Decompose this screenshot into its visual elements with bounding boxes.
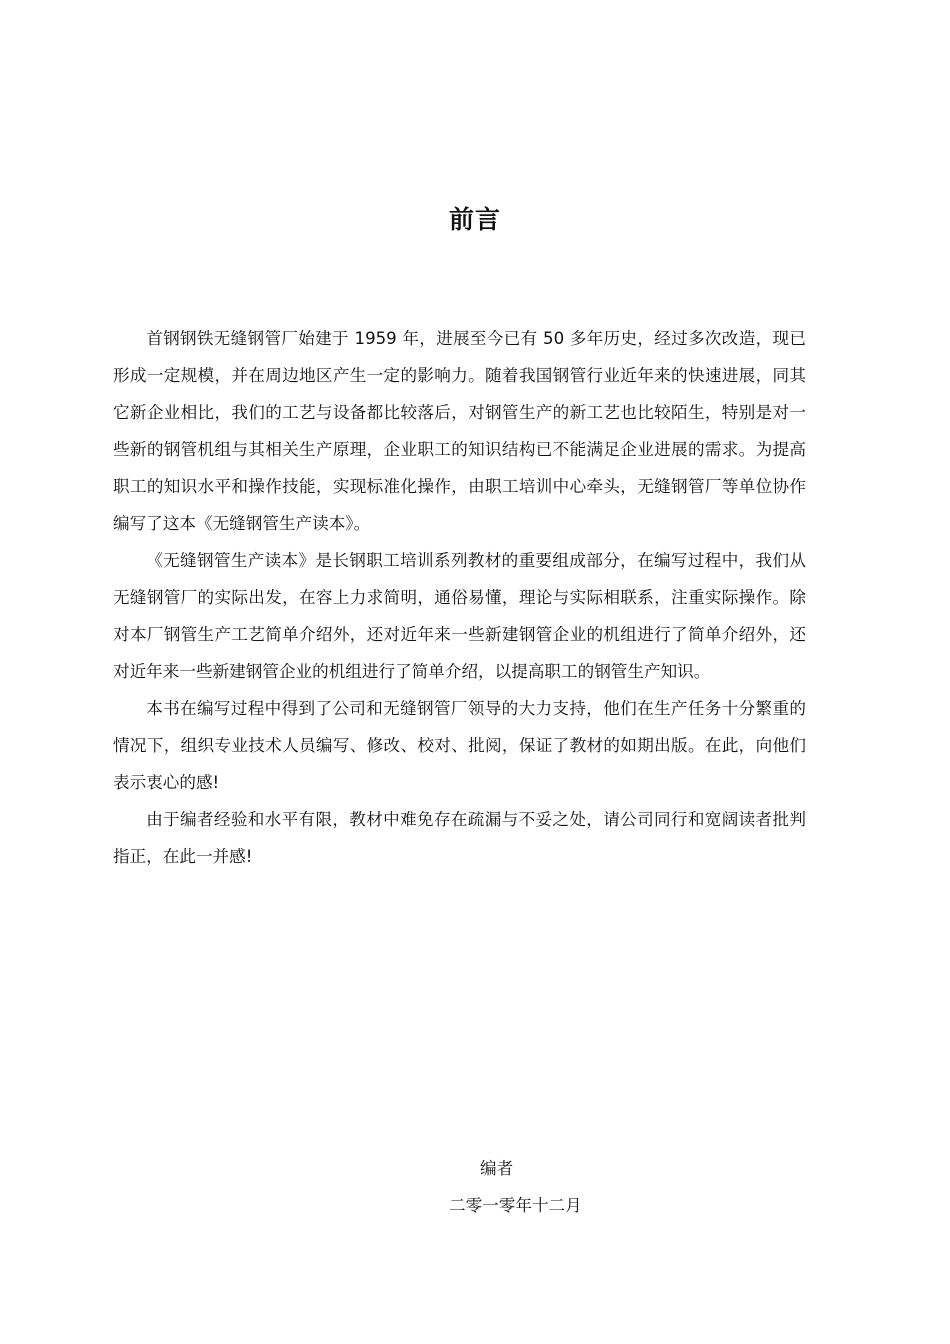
paragraph-3: 本书在编写过程中得到了公司和无缝钢管厂领导的大力支持，他们在生产任务十分繁重的情况下，组织专业技术人员编写、修改、校对、批阅，保证了教材的如期出版。在此，向他们表示衷心的感!: [113, 699, 806, 792]
page-title: 前言: [448, 205, 501, 234]
signature-author: 编者: [480, 1159, 514, 1178]
paragraph-1: 首钢钢铁无缝钢管厂始建于 1959 年，进展至今已有 50 多年历史，经过多次改造，现已形成一定规模，并在周边地区产生一定的影响力。随着我国钢管行业近年来的快速进展，同其它新企业相比，我们的工艺与设备都比较落后，对钢管生产的新工艺也比较陌生，特别是对一些新的钢管机组与其相关生产原理，企业职工的知识结构已不能满足企业进展的需求。为提高职工的知识水平和操作技能，实现标准化操作，由职工培训中心牵头，无缝钢管厂等单位协作编写了这本《无缝钢管生产读本》。: [113, 329, 806, 533]
signature-date: 二零一零年十二月: [449, 1196, 582, 1215]
preface-body: [113, 320, 806, 875]
paragraph-2: 《无缝钢管生产读本》是长钢职工培训系列教材的重要组成部分，在编写过程中，我们从无缝钢管厂的实际出发，在容上力求简明，通俗易懂，理论与实际相联系，注重实际操作。除对本厂钢管生产工艺简单介绍外，还对近年来一些新建钢管企业的机组进行了简单介绍外，还对近年来一些新建钢管企业的机组进行了简单介绍，以提高职工的钢管生产知识。: [113, 551, 806, 681]
paragraph-4: 由于编者经验和水平有限，教材中难免存在疏漏与不妥之处，请公司同行和宽阔读者批判指正，在此一并感!: [113, 810, 806, 866]
